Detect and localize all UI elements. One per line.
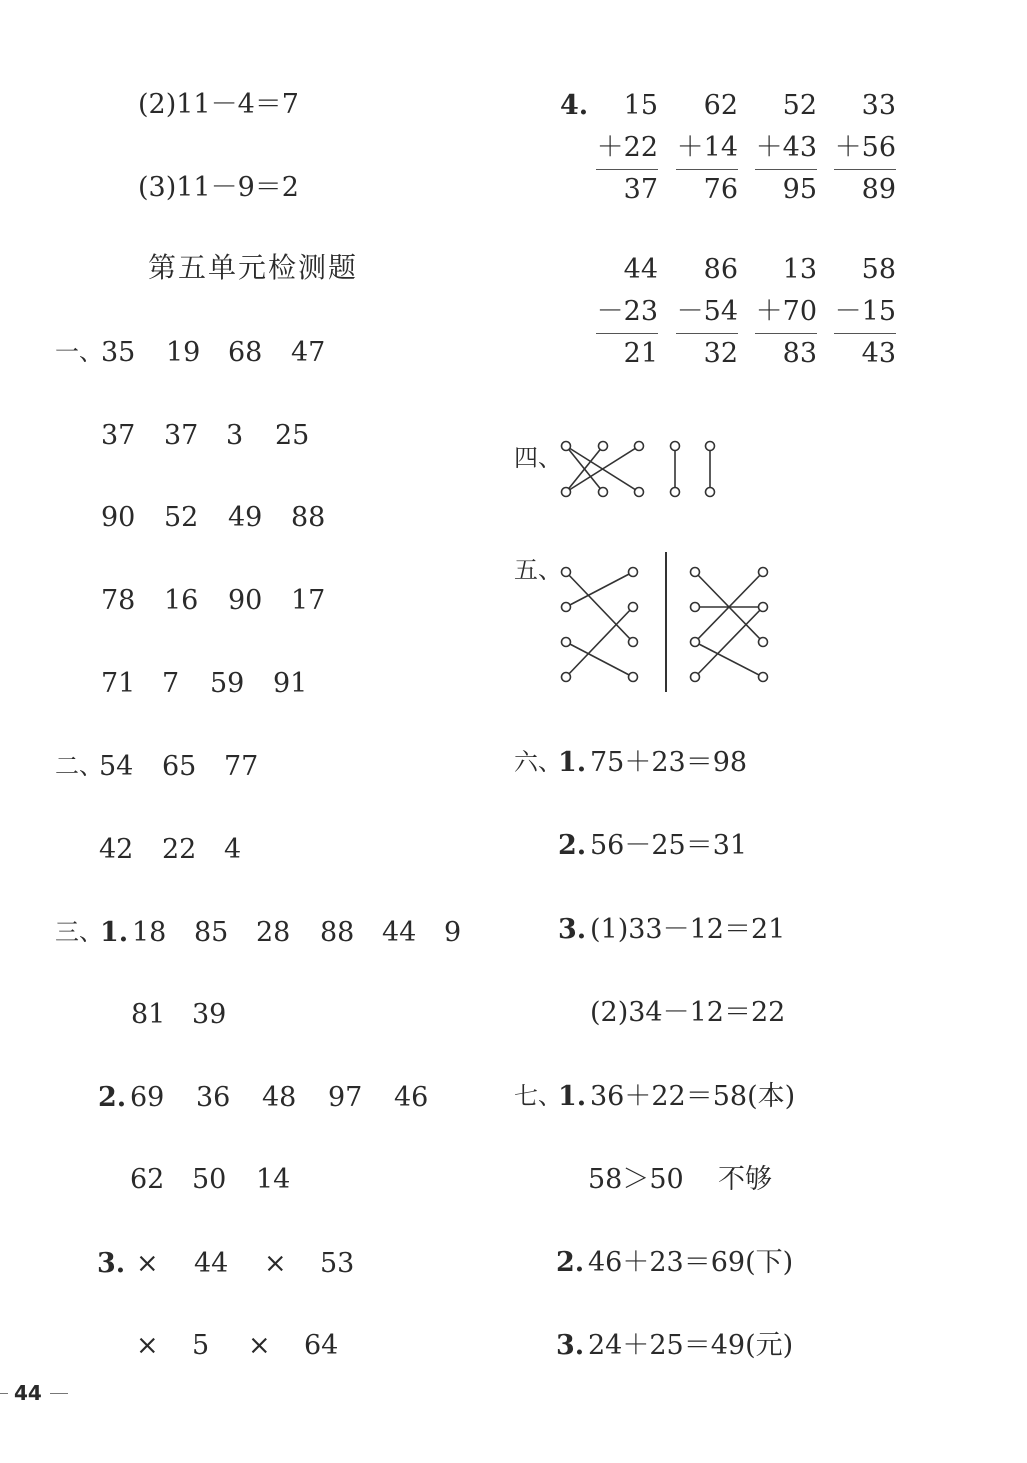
section-3-q3-answer: 5 xyxy=(192,1330,210,1361)
vertical-rule xyxy=(834,333,896,334)
section-6-q2: 56－25＝31 xyxy=(590,830,748,861)
section-2-label: 二、 xyxy=(55,752,103,780)
section-3-q2-answer: 50 xyxy=(192,1164,227,1195)
section-3-q1-answer: 9 xyxy=(444,917,462,948)
section-1-answer: 19 xyxy=(166,337,201,368)
section-6-q2-num: 2. xyxy=(558,830,587,861)
section-3-q2-answer: 48 xyxy=(262,1082,297,1113)
section-7-q3-num: 3. xyxy=(556,1330,585,1361)
section-title: 第五单元检测题 xyxy=(148,251,359,284)
vertical-res: 89 xyxy=(861,174,896,205)
vertical-top: 86 xyxy=(703,254,738,285)
vertical-res: 32 xyxy=(703,338,738,369)
section-1-answer: 90 xyxy=(228,585,263,616)
section-3-q3-answer: × xyxy=(136,1248,159,1279)
section-1-answer: 52 xyxy=(164,502,199,533)
vertical-rule xyxy=(596,169,658,170)
page-number-dash-right xyxy=(50,1393,68,1394)
section-1-answer: 88 xyxy=(291,502,326,533)
section-3-q3-answer: 64 xyxy=(304,1330,339,1361)
section-1-answer: 35 xyxy=(101,337,136,368)
vertical-rule xyxy=(676,333,738,334)
vertical-res: 83 xyxy=(782,338,817,369)
section-2-answer: 4 xyxy=(224,834,242,865)
section-3-q2-answer: 97 xyxy=(328,1082,363,1113)
line-s4-2: (2)11－4＝7 xyxy=(138,89,299,120)
vertical-top: 44 xyxy=(623,254,658,285)
section-3-q3-answer: × xyxy=(248,1330,271,1361)
section-7-q1-compare: 58＞50 xyxy=(588,1164,684,1195)
vertical-rule xyxy=(834,169,896,170)
section-5-matching-diagram xyxy=(555,552,775,692)
section-6-q1: 75＋23＝98 xyxy=(590,747,748,778)
section-1-answer: 37 xyxy=(164,420,199,451)
vertical-op: ＋70 xyxy=(755,296,817,327)
section-3-q2-num: 2. xyxy=(98,1082,127,1113)
line-s4-3: (3)11－9＝2 xyxy=(138,172,299,203)
section-2-answer: 22 xyxy=(162,834,197,865)
section-2-answer: 77 xyxy=(224,751,259,782)
vertical-op: ＋43 xyxy=(755,132,817,163)
section-3-q1-answer: 88 xyxy=(320,917,355,948)
section-2-answer: 42 xyxy=(99,834,134,865)
vertical-op: －23 xyxy=(596,296,658,327)
section-7-q1-num: 1. xyxy=(558,1081,587,1112)
section-3-q1-answer: 39 xyxy=(192,999,227,1030)
page-number-dash-left xyxy=(0,1393,8,1394)
section-2-answer: 54 xyxy=(99,751,134,782)
section-1-answer: 17 xyxy=(291,585,326,616)
section-1-answer: 3 xyxy=(226,420,244,451)
section-1-answer: 71 xyxy=(101,668,136,699)
section-7-q1: 36＋22＝58(本) xyxy=(590,1081,796,1112)
section-7-q2-num: 2. xyxy=(556,1247,585,1278)
section-1-answer: 25 xyxy=(275,420,310,451)
vertical-top: 33 xyxy=(861,90,896,121)
page-number: 44 xyxy=(14,1381,42,1405)
q4-num: 4. xyxy=(560,90,589,121)
section-4-matching-diagram xyxy=(555,438,725,502)
vertical-op: ＋56 xyxy=(834,132,896,163)
section-5-label: 五、 xyxy=(514,556,562,584)
vertical-res: 95 xyxy=(782,174,817,205)
section-6-q3-2: (2)34－12＝22 xyxy=(590,997,786,1028)
vertical-top: 15 xyxy=(623,90,658,121)
section-7-label: 七、 xyxy=(514,1082,562,1110)
section-3-q2-answer: 46 xyxy=(394,1082,429,1113)
vertical-op: ＋22 xyxy=(596,132,658,163)
section-6-q3-1: (1)33－12＝21 xyxy=(590,914,786,945)
vertical-top: 62 xyxy=(703,90,738,121)
vertical-op: －54 xyxy=(676,296,738,327)
section-3-q1-answer: 85 xyxy=(194,917,229,948)
section-3-q1-answer: 18 xyxy=(132,917,167,948)
vertical-rule xyxy=(676,169,738,170)
section-3-q2-answer: 69 xyxy=(130,1082,165,1113)
section-6-label: 六、 xyxy=(514,748,562,776)
vertical-res: 21 xyxy=(623,338,658,369)
section-1-answer: 37 xyxy=(101,420,136,451)
section-6-q3-num: 3. xyxy=(558,914,587,945)
section-1-answer: 7 xyxy=(162,668,180,699)
vertical-op: ＋14 xyxy=(676,132,738,163)
section-1-answer: 68 xyxy=(228,337,263,368)
section-7-q2: 46＋23＝69(下) xyxy=(588,1247,794,1278)
section-1-answer: 91 xyxy=(273,668,308,699)
vertical-top: 58 xyxy=(861,254,896,285)
section-4-label: 四、 xyxy=(514,444,562,472)
section-3-q2-answer: 14 xyxy=(256,1164,291,1195)
section-1-answer: 59 xyxy=(210,668,245,699)
vertical-top: 13 xyxy=(782,254,817,285)
section-3-q3-answer: × xyxy=(136,1330,159,1361)
vertical-res: 37 xyxy=(623,174,658,205)
section-3-label: 三、 xyxy=(55,918,103,946)
section-3-q1-answer: 81 xyxy=(131,999,166,1030)
section-2-answer: 65 xyxy=(162,751,197,782)
vertical-rule xyxy=(755,333,817,334)
section-7-q3: 24＋25＝49(元) xyxy=(588,1330,794,1361)
section-3-q2-answer: 62 xyxy=(130,1164,165,1195)
vertical-top: 52 xyxy=(782,90,817,121)
section-1-answer: 16 xyxy=(164,585,199,616)
section-3-q3-answer: 53 xyxy=(320,1248,355,1279)
section-1-answer: 47 xyxy=(291,337,326,368)
vertical-res: 43 xyxy=(861,338,896,369)
section-1-answer: 90 xyxy=(101,502,136,533)
section-6-q1-num: 1. xyxy=(558,747,587,778)
section-3-q2-answer: 36 xyxy=(196,1082,231,1113)
section-3-q1-answer: 28 xyxy=(256,917,291,948)
section-3-q1-answer: 44 xyxy=(382,917,417,948)
section-3-q3-answer: 44 xyxy=(194,1248,229,1279)
vertical-res: 76 xyxy=(703,174,738,205)
section-1-answer: 49 xyxy=(228,502,263,533)
vertical-rule xyxy=(596,333,658,334)
section-3-q3-answer: × xyxy=(264,1248,287,1279)
section-1-label: 一、 xyxy=(55,338,103,366)
section-7-q1-note: 不够 xyxy=(718,1164,772,1195)
vertical-rule xyxy=(755,169,817,170)
section-3-q3-num: 3. xyxy=(97,1248,126,1279)
vertical-op: －15 xyxy=(834,296,896,327)
section-1-answer: 78 xyxy=(101,585,136,616)
section-3-q1-num: 1. xyxy=(100,917,129,948)
